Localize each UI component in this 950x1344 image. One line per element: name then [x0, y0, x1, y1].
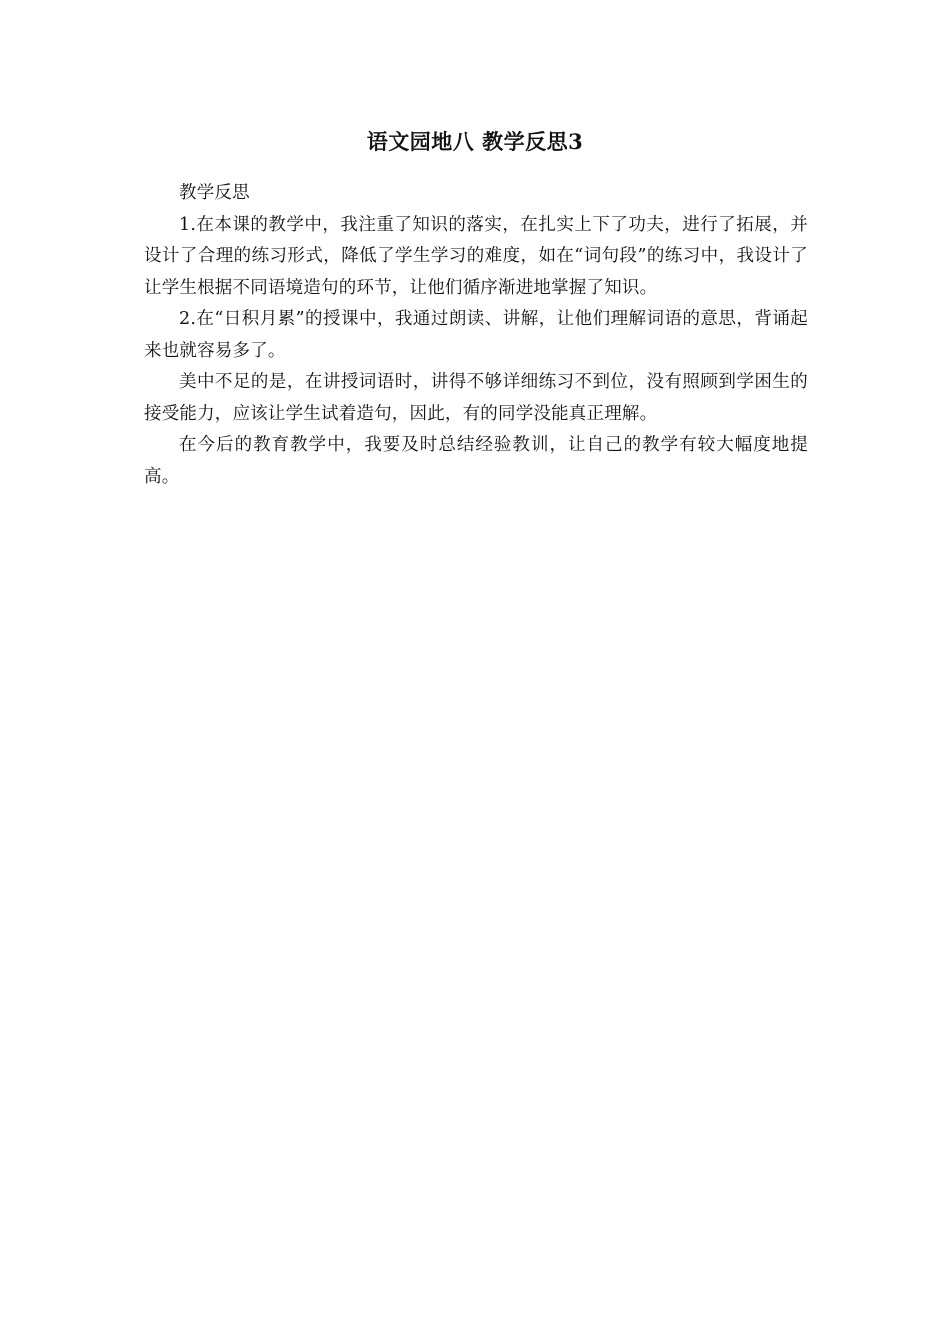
- paragraph-2: 2.在“日积月累”的授课中，我通过朗读、讲解，让他们理解词语的意思，背诵起来也就容易多了。: [144, 309, 808, 361]
- paragraph-3: 美中不足的是，在讲授词语时，讲得不够详细练习不到位，没有照顾到学困生的接受能力，应该让学生试着造句，因此，有的同学没能真正理解。: [144, 372, 808, 424]
- paragraph-1: 1.在本课的教学中，我注重了知识的落实，在扎实上下了功夫，进行了拓展，并设计了合理的练习形式，降低了学生学习的难度，如在“词句段”的练习中，我设计了让学生根据不同语境造句的环节，让他们循序渐进地掌握了知识。: [144, 214, 808, 298]
- section-heading: 教学反思: [179, 183, 250, 203]
- document-title: 语文园地八 教学反思3: [366, 129, 584, 154]
- document-body: [144, 178, 808, 493]
- paragraph-4: 在今后的教育教学中，我要及时总结经验教训，让自己的教学有较大幅度地提高。: [144, 435, 808, 487]
